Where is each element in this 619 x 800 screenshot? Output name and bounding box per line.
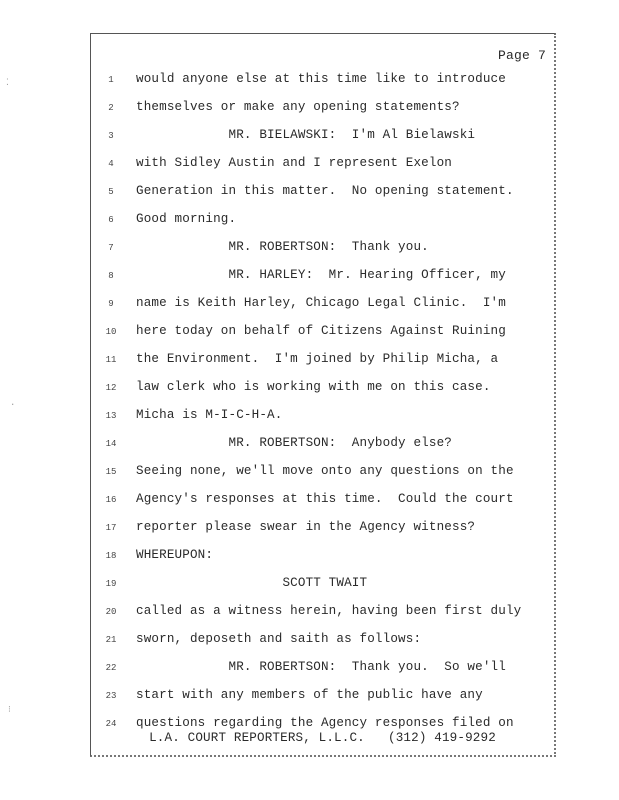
line-number: 20	[105, 607, 117, 617]
line-number: 15	[105, 467, 117, 477]
line-text: law clerk who is working with me on this case.	[136, 380, 491, 394]
transcript-line	[91, 72, 554, 90]
line-number: 5	[108, 187, 114, 197]
line-number: 14	[105, 439, 117, 449]
line-text: MR. ROBERTSON: Anybody else?	[136, 436, 453, 450]
transcript-line	[91, 324, 554, 342]
line-text: sworn, deposeth and saith as follows:	[136, 632, 422, 646]
transcript-line	[91, 436, 554, 454]
line-number: 4	[108, 159, 114, 169]
line-text: Agency's responses at this time. Could the court	[136, 492, 514, 506]
transcript-line	[91, 380, 554, 398]
transcript-line	[91, 184, 554, 202]
line-text: start with any members of the public have any	[136, 688, 483, 702]
transcript-line	[91, 268, 554, 286]
line-number: 24	[105, 719, 117, 729]
transcript-line	[91, 688, 554, 706]
transcript-line	[91, 240, 554, 258]
line-number: 7	[108, 243, 114, 253]
transcript-line	[91, 632, 554, 650]
transcript-page	[90, 33, 556, 757]
line-number: 10	[105, 327, 117, 337]
scan-speck: ·	[10, 400, 16, 410]
transcript-line	[91, 128, 554, 146]
line-text: the Environment. I'm joined by Philip Micha, a	[136, 352, 499, 366]
transcript-line	[91, 660, 554, 678]
transcript-line	[91, 212, 554, 230]
line-number: 17	[105, 523, 117, 533]
line-text: called as a witness herein, having been first duly	[136, 604, 522, 618]
line-text: would anyone else at this time like to introduce	[136, 72, 506, 86]
line-text: here today on behalf of Citizens Against Ruining	[136, 324, 506, 338]
line-text: name is Keith Harley, Chicago Legal Clinic. I'm	[136, 296, 506, 310]
line-text: Good morning.	[136, 212, 237, 226]
line-text: Seeing none, we'll move onto any questions on the	[136, 464, 514, 478]
line-number: 2	[108, 103, 114, 113]
transcript-line	[91, 352, 554, 370]
line-number: 1	[108, 75, 114, 85]
line-number: 11	[105, 355, 117, 365]
transcript-line	[91, 492, 554, 510]
line-text: SCOTT TWAIT	[136, 576, 368, 590]
transcript-line	[91, 296, 554, 314]
transcript-line	[91, 548, 554, 566]
scan-speck: ⁝	[8, 705, 11, 715]
transcript-line	[91, 576, 554, 594]
line-text: themselves or make any opening statements?	[136, 100, 460, 114]
line-number: 16	[105, 495, 117, 505]
line-number: 21	[105, 635, 117, 645]
court-reporter-footer: L.A. COURT REPORTERS, L.L.C. (312) 419-9292	[149, 731, 496, 745]
line-text: with Sidley Austin and I represent Exelon	[136, 156, 453, 170]
line-number: 18	[105, 551, 117, 561]
line-number: 12	[105, 383, 117, 393]
transcript-line	[91, 100, 554, 118]
transcript-line	[91, 604, 554, 622]
line-number: 8	[108, 271, 114, 281]
line-number: 9	[108, 299, 114, 309]
page-number: Page 7	[497, 48, 546, 63]
scan-speck: ⁚	[6, 78, 9, 88]
line-text: questions regarding the Agency responses filed on	[136, 716, 514, 730]
line-text: MR. ROBERTSON: Thank you.	[136, 240, 429, 254]
transcript-line	[91, 408, 554, 426]
line-number: 6	[108, 215, 114, 225]
line-number: 23	[105, 691, 117, 701]
line-number: 3	[108, 131, 114, 141]
line-text: MR. ROBERTSON: Thank you. So we'll	[136, 660, 506, 674]
line-text: MR. HARLEY: Mr. Hearing Officer, my	[136, 268, 506, 282]
line-text: Micha is M-I-C-H-A.	[136, 408, 283, 422]
line-text: Generation in this matter. No opening statement.	[136, 184, 514, 198]
line-number: 13	[105, 411, 117, 421]
line-text: WHEREUPON:	[136, 548, 214, 562]
line-text: reporter please swear in the Agency witness?	[136, 520, 476, 534]
line-text: MR. BIELAWSKI: I'm Al Bielawski	[136, 128, 476, 142]
transcript-line	[91, 156, 554, 174]
line-number: 19	[105, 579, 117, 589]
line-number: 22	[105, 663, 117, 673]
transcript-line	[91, 464, 554, 482]
transcript-line	[91, 520, 554, 538]
